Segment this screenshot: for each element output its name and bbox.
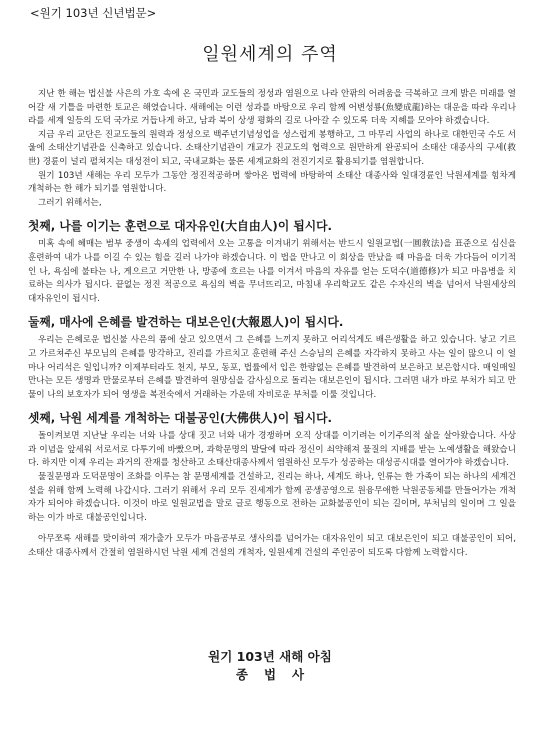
section-heading-2: 둘째, 매사에 은혜를 발견하는 대보은인(大報恩人)이 됩시다. — [28, 315, 344, 330]
intro-paragraph-3: 원기 103년 새해는 우리 모두가 그동안 정진적공하며 쌓아온 법력에 바탕하여 소태산 대종사와 일대경륜인 낙원세계를 힘차게 개척하는 한 해가 되기를 염원합니다. — [28, 170, 516, 195]
intro-paragraph-1: 지난 한 해는 법신불 사은의 가호 속에 온 국민과 교도들의 정성과 염원으로 나라 안팎의 어려움을 극복하고 크게 밝은 미래를 열어갈 새 기틀을 마련한 토교은 해였습니다. 새해에는 이런 성과를 바탕으로 우리 함께 어변성룡(魚變成龍)하는 대운을 따라 우리나라를 세계 일등의 도덕 국가로 거듭나게 하고, 남과 북이 상생 평화의 길로 나아갈 수 있도록 더욱 지혜를 모아야 하겠습니다. — [28, 89, 516, 127]
section-3-paragraph-2: 물질문명과 도덕문명이 조화를 이루는 참 문명세계를 건설하고, 진리는 하나, 세계도 하나, 인류는 한 가족이 되는 하나의 세계건설을 위해 함께 노력해 나갑시다. 그러기 위해서 우리 모두 진세계가 함께 공생공영으로 원융무애한 낙원공동체를 만들어가는 개척자가 되어야 하겠습니다. 이것이 바로 일원교법을 말로 글로 행동으로 전하는 교화불공인이 되는 길이며, 부처님의 일이며 그 일을 하는 이가 바로 대불공인입니다. — [28, 472, 516, 523]
section-heading-1: 첫째, 나를 이기는 훈련으로 대자유인(大自由人)이 됩시다. — [28, 219, 332, 234]
section-3-paragraph-1: 돌이켜보면 지난날 우리는 너와 나를 상대 짓고 너와 내가 경쟁하며 오직 상대를 이기려는 이기주의적 삶을 살아왔습니다. 사상과 이념을 앞세워 서로서로 다투기에 바빴으며, 과학문명의 발달에 따라 정신이 쇠약해져 물질의 지배를 받는 노예생활을 해왔습니다. 하지만 이제 우리는 과거의 잔재를 청산하고 소태산대종사께서 염원하신 모두가 성공하는 대성공시대를 열어가야 하겠습니다. — [28, 431, 516, 469]
closing-date: 원기 103년 새해 아침 — [208, 649, 332, 664]
intro-paragraph-2: 지금 우리 교단은 진교도들의 원력과 정성으로 백주년기념성업을 성스럽게 봉행하고, 그 마무리 사업의 하나로 대한민국 수도 서울에 소태산기념관을 신축하고 있습니다. 소태산기념관이 개교가 진교도의 협력으로 원만하게 완공되어 소태산 대종사의 구세(救世) 경륜이 널리 펼쳐지는 대성전이 되고, 국내교화는 물론 세계교화의 전진기지로 활용되기를 염원합니다. — [28, 129, 516, 167]
document-body — [28, 88, 516, 561]
intro-paragraph-4: 그러기 위해서는, — [38, 197, 102, 208]
conclusion-paragraph: 아무쪼록 새해를 맞이하여 재가출가 모두가 마음공부로 생사의를 넘어가는 대자유인이 되고 대보은인이 되고 대불공인이 되어, 소태산 대종사께서 간절히 염원하시던 낙원 세계 건설의 개척자, 일원세계 건설의 주인공이 되도록 다함께 노력합시다. — [28, 534, 516, 559]
section-1-paragraph: 미혹 속에 헤매는 범부 중생이 속세의 업력에서 오는 고통을 이겨내기 위해서는 반드시 일원교법(一圓敎法)을 표준으로 심신을 훈련하여 내가 나를 이길 수 있는 힘을 길러 나가야 하겠습니다. 이 법을 만나고 이 회상을 만났을 때 마음을 더욱 가다듬어 이기적인 나, 욕심에 불타는 나, 게으르고 거만한 나, 방종에 흐르는 나를 이겨서 마음의 자유를 얻는 도덕수(道德修)가 되고 마음병을 치료하는 의사가 됩시다. 끝없는 정진 적공으로 욕심의 벽을 무너뜨리고, 마침내 우리학교도 같은 수자신의 벽을 넘어서 낙원세상의 대자유인이 됩시다. — [28, 239, 516, 304]
section-heading-3: 셋째, 낙원 세계를 개척하는 대불공인(大佛供人)이 됩시다. — [28, 411, 332, 426]
section-2-paragraph: 우리는 은혜로운 법신불 사은의 품에 살고 있으면서 그 은혜를 느끼지 못하고 어리석게도 배은생활을 하고 있습니다. 낳고 기르고 가르쳐주신 부모님의 은혜를 망각하고, 진리를 가르치고 훈련해 주신 스승님의 은혜를 자각하지 못하고 사는 일이 많으니 이 얼마나 어리석은 일입니까? 이제부터라도 천지, 부모, 동포, 법률에서 입은 한량없는 은혜를 발견하여 보은하고 보은합시다. 매일매일 만나는 모든 생명과 만물로부터 은혜를 발견하여 원망심을 감사심으로 돌리는 대보은인이 됩시다. 그러면 내가 바로 부처가 되고 만물이 나의 보호자가 되어 영생을 복전숙에서 거래하는 가운데 자비로운 부처를 이룰 것입니다. — [28, 335, 516, 400]
document-title: 일원세계의 주역 — [202, 44, 338, 65]
document-header-tag: <원기 103년 신년법문> — [30, 6, 157, 20]
closing-issuer: 종법사 — [235, 667, 321, 682]
closing-block — [0, 648, 540, 684]
